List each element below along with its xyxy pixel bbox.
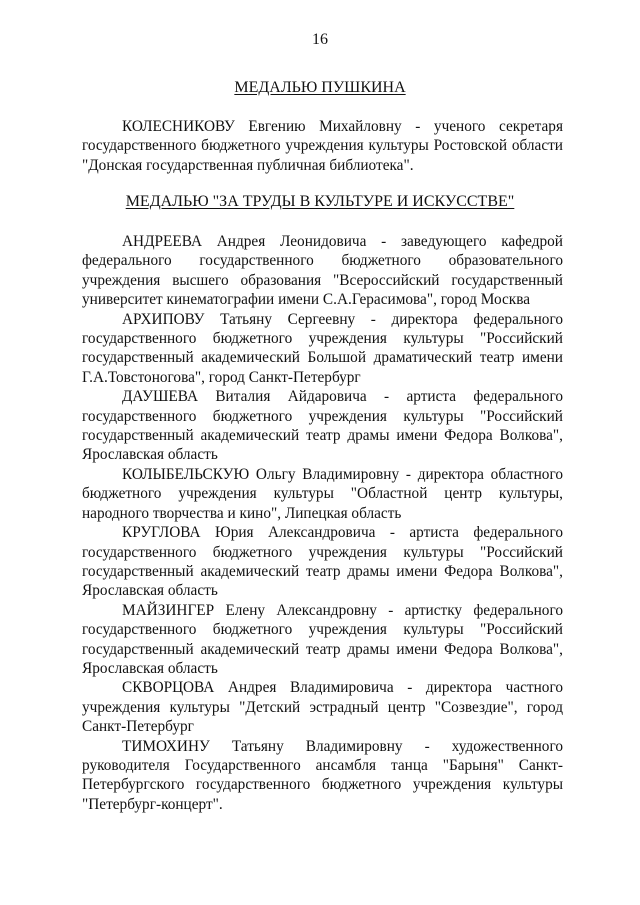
page-number: 16	[312, 31, 328, 48]
section-heading-culture-medal: МЕДАЛЬЮ "ЗА ТРУДЫ В КУЛЬТУРЕ И ИСКУССТВЕ"	[125, 193, 515, 210]
award-entry: АНДРЕЕВА Андрея Леонидовича - заведующего кафедрой федерального государственного бюджетного образовательного учреждения высшего образования "Всероссийский государственный университет кинематографии имени С.А.Герасимова", город Москва	[82, 233, 563, 309]
award-entry: АРХИПОВУ Татьяну Сергеевну - директора федерального государственного бюджетного учреждения культуры "Российский государственный академический Большой драматический театр имени Г.А.Товстоногова", город Санкт-Петербург	[82, 310, 563, 386]
award-entry: ТИМОХИНУ Татьяну Владимировну - художественного руководителя Государственного ансамбля танца "Барыня" Санкт-Петербургского государственного бюджетного учреждения культуры "Петербург-концерт".	[82, 737, 563, 813]
section-pushkin-entries	[82, 117, 563, 175]
award-entry: КРУГЛОВА Юрия Александровича - артиста федерального государственного бюджетного учреждения культуры "Российский государственный академический театр драмы имени Федора Волкова", Ярославская область	[82, 524, 563, 600]
section-culture-entries	[82, 232, 563, 814]
section-heading-pushkin-medal: МЕДАЛЬЮ ПУШКИНА	[234, 79, 406, 96]
award-entry: СКВОРЦОВА Андрея Владимировича - директора частного учреждения культуры "Детский эстрадный центр "Созвездие", город Санкт-Петербург	[82, 679, 563, 736]
award-entry: КОЛЫБЕЛЬСКУЮ Ольгу Владимировну - директора областного бюджетного учреждения культуры "Областной центр культуры, народного творчества и кино", Липецкая область	[82, 465, 563, 522]
award-entry: ДАУШЕВА Виталия Айдаровича - артиста федерального государственного бюджетного учреждения культуры "Российский государственный академический театр драмы имени Федора Волкова", Ярославская область	[82, 388, 563, 464]
award-entry: МАЙЗИНГЕР Елену Александровну - артистку федерального государственного бюджетного учреждения культуры "Российский государственный академический театр драмы имени Федора Волкова", Ярославская область	[82, 601, 563, 677]
award-entry: КОЛЕСНИКОВУ Евгению Михайловну - ученого секретаря государственного бюджетного учреждения культуры Ростовской области "Донская государственная публичная библиотека".	[82, 118, 563, 174]
